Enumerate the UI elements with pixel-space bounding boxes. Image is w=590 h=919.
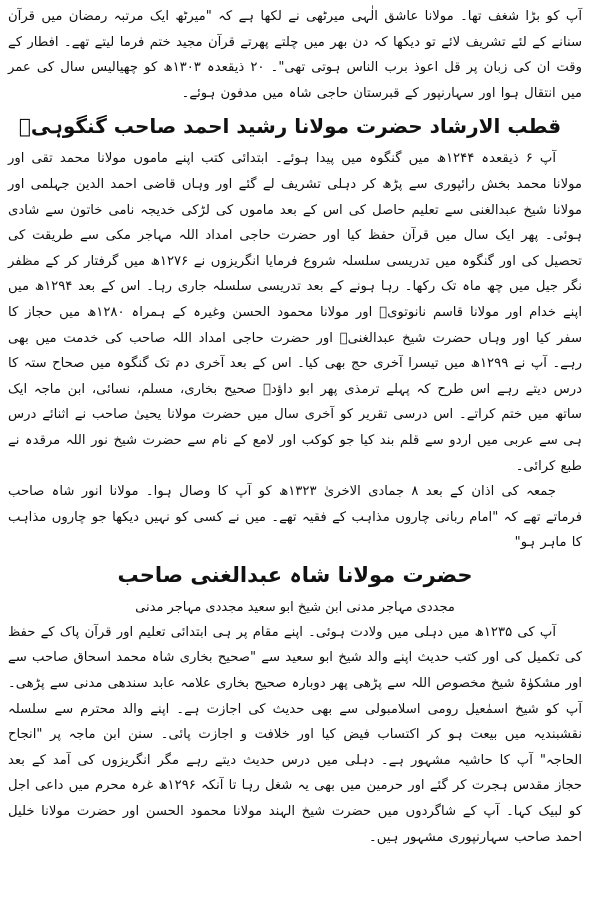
abdulghani-paragraph: آپ کی ۱۲۳۵ھ میں دہلی میں ولادت ہوئی۔ اپنے مقام پر ہی ابتدائی تعلیم اور قرآن پاک کے حفظ کی تکمیل کی اور کتب حدیث اپنے والد شیخ ابو سعید سے "صحیح بخاری شاہ محمد اسحاق صاحب سے اور مشکوٰۃ شیخ مخصوص اللہ سے پڑھی پھر دوبارہ صحیح بخاری علامہ عابد سندھی مدنی سے پڑھی۔ آپ کو شیخ اسمٰعیل رومی اسلامبولی سے بھی حدیث کی اجازت ہے۔ اپنے والد محترم سے سلسلہ نقشبندیہ میں بیعت ہو کر اکتساب فیض کیا اور خلافت و اجازت پائی۔ سنن ابن ماجہ پر "انجاح الحاجہ" آپ کا حاشیہ مشہور ہے۔ دہلی میں درس حدیث دیتے رہے مگر انگریزوں کی آمد کے بعد حجاز مقدس ہجرت کر گئے اور حرمین میں بھی یہ شغل رہا تا آنکہ ۱۲۹۶ھ غرہ محرم میں داعی اجل کو لبیک کہا۔ آپ کے شاگردوں میں حضرت شیخ الہند مولانا محمود الحسن اور حضرت مولانا خلیل احمد صاحب سہارنپوری مشہور ہیں۔ — [8, 624, 583, 845]
intro-paragraph: آپ کو بڑا شغف تھا۔ مولانا عاشق الٰہی میرٹھی نے لکھا ہے کہ "میرٹھ ایک مرتبہ رمضان میں قرآن سنانے کے لئے تشریف لائے تو دیکھا کہ دن بھر میں چلتے پھرتے قرآن مجید ختم فرما لیتے تھے۔ افطار کے وقت ان کی زبان پر قل اعوذ برب الناس ہوتی تھی"۔ ۲۰ ذیقعدہ ۱۳۰۳ھ کو چھیالیس سال کی عمر میں انتقال ہوا اور سہارنپور کے قبرستان حاجی شاہ میں مدفون ہوئے۔ — [8, 9, 582, 101]
gangohi-paragraph-1: آپ ۶ ذیقعدہ ۱۲۴۴ھ میں گنگوہ میں پیدا ہوئے۔ ابتدائی کتب اپنے ماموں مولانا محمد تقی اور مولانا محمد بخش رائپوری سے پڑھ کر دہلی تشریف لے گئے اور وہاں قاضی احمد الدین جہلمی اور مولانا شیخ عبدالغنی سے تعلیم حاصل کی اس کے بعد ماموں کی لڑکی خدیجہ نامی خاتون سے شادی ہوئی۔ پھر ایک سال میں قرآن حفظ کیا اور حضرت حاجی امداد اللہ مہاجر مکی سے طریقت کی تحصیل کی اور گنگوہ میں تدریسی سلسلہ شروع فرمایا انگریزوں نے ۱۲۷۶ھ میں گرفتار کر کے مظفر نگر جیل میں چھ ماہ تک رکھا۔ رہا ہونے کے بعد تدریسی سلسلہ جاری رہا۔ اس کے بعد ۱۲۹۴ھ میں اپنے خدام اور مولانا قاسم نانوتویؒ اور مولانا محمود الحسن وغیرہ کے ہمراہ ۱۲۸۰ھ میں حجاز کا سفر کیا اور وہاں حضرت شیخ عبدالغنیؒ اور حضرت حاجی امداد اللہ صاحب کی خدمت میں بھی رہے۔ آپ نے ۱۲۹۹ھ میں تیسرا آخری حج بھی کیا۔ اس کے بعد آخری دم تک گنگوہ میں صحاح ستہ کا درس دیتے رہے اس طرح کہ پہلے ترمذی پھر ابو داؤدؒ صحیح بخاری، مسلم، نسائی، ابن ماجہ ایک ساتھ میں ختم کراتے۔ اس درسی تقریر کو آخری سال میں حضرت مولانا یحییٰ صاحب نے اثنائے درس ہی سے عربی میں اردو سے قلم بند کیا جو کوکب اور لامع کے نام سے حضرت شیخ نور اللہ مرقدہ نے طبع کرائی۔ — [8, 151, 582, 474]
section-heading-abdulghani: حضرت مولانا شاہ عبدالغنی صاحب — [117, 562, 473, 587]
section-subheading-abdulghani: مجددی مہاجر مدنی ابن شیخ ابو سعید مجددی مہاجر مدنی — [135, 599, 455, 615]
gangohi-paragraph-2: جمعہ کی اذان کے بعد ۸ جمادی الاخریٰ ۱۳۲۳ھ کو آپ کا وصال ہوا۔ مولانا انور شاہ صاحب فرماتے تھے کہ "امام ربانی چاروں مذاہب کے فقیہ تھے۔ میں نے کسی کو نہیں دیکھا جو چاروں مذاہب کا ماہر ہو" — [8, 484, 582, 551]
section-heading-gangohi: قطب الارشاد حضرت مولانا رشید احمد صاحب گنگوہیؒ — [18, 114, 562, 139]
